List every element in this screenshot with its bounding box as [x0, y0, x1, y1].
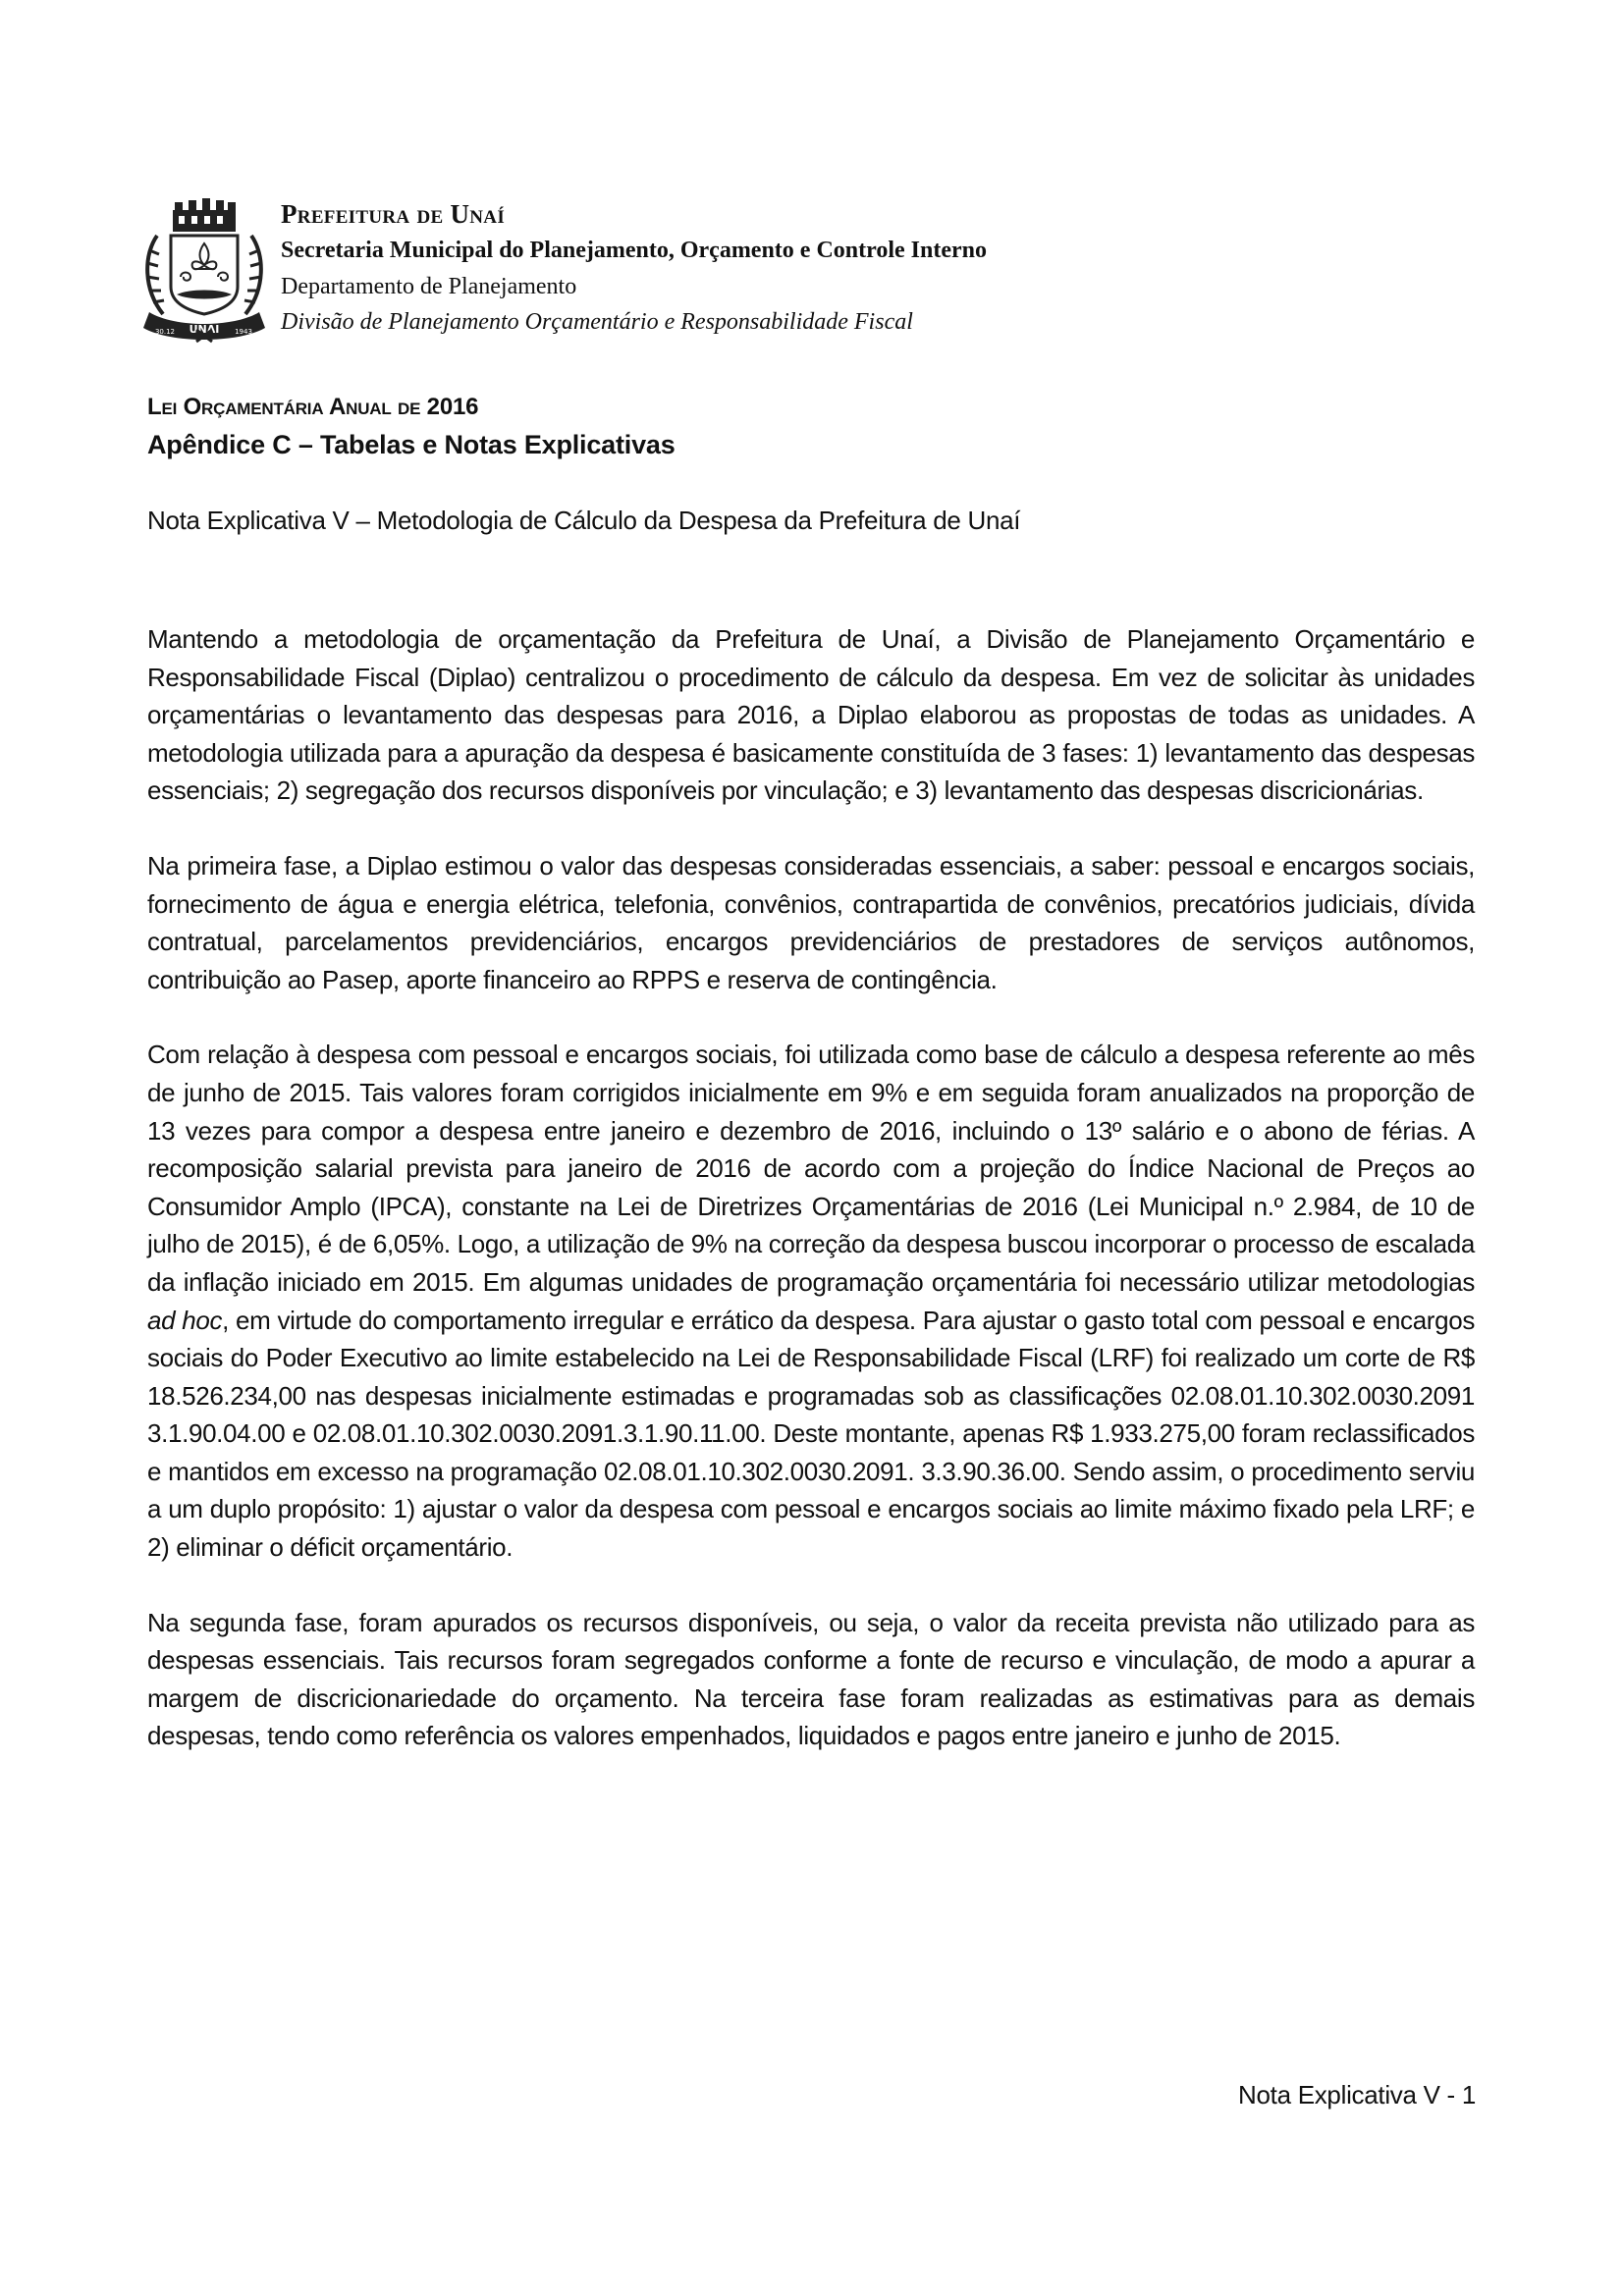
law-title: Lei Orçamentária Anual de 2016 — [147, 394, 479, 420]
crest-left-date: 30.12 — [154, 328, 176, 336]
paragraph-second-third-phase: Na segunda fase, foram apurados os recursos disponíveis, ou seja, o valor da receita prevista não utilizado para as despesas essenciais. Tais recursos foram segregados conforme a fonte de recurso e vinculação, de modo a apurar a margem de discricionariedade do orçamento. Na terceira fase foram realizadas as estimativas para as demais despesas, tendo como referência os valores empenhados, liquidados e pagos entre janeiro e junho de 2015. — [147, 1607, 1475, 1751]
division-name: Divisão de Planejamento Orçamentário e Responsabilidade Fiscal — [281, 309, 913, 335]
paragraph-methodology-overview: Mantendo a metodologia de orçamentação da Prefeitura de Unaí, a Divisão de Planejamento Orçamentário e Responsabilidade Fiscal (Diplao) centralizou o procedimento de cálculo da despesa. Em vez de solicitar às unidades orçamentárias o levantamento das despesas para 2016, a Diplao elaborou as propostas de todas as unidades. A metodologia utilizada para a apuração da despesa é basicamente constituída de 3 fases: 1) levantamento das despesas essenciais; 2) segregação dos recursos disponíveis por vinculação; e 3) levantamento das despesas discricionárias. — [147, 624, 1475, 806]
page-footer-label: Nota Explicativa V - 1 — [1238, 2080, 1476, 2109]
secretariat-name: Secretaria Municipal do Planejamento, Orçamento e Controle Interno — [281, 238, 987, 263]
paragraph-text-part: Com relação à despesa com pessoal e encargos sociais, foi utilizada como base de cálculo a despesa referente ao mês de junho de 2015. Tais valores foram corrigidos inicialmente em 9% e em seguida foram anualizados na proporção de 13 vezes para compor a despesa entre janeiro e dezembro de 2016, incluindo o 13º salário e o abono de férias. A recomposição salarial prevista para janeiro de 2016 de acordo com a projeção do Índice Nacional de Preços ao Consumidor Amplo (IPCA), constante na Lei de Diretrizes Orçamentárias de 2016 (Lei Municipal n.º 2.984, de 10 de julho de 2015), é de 6,05%. Logo, a utilização de 9% na correção da despesa buscou incorporar o processo de escalada da inflação iniciado em 2015. Em algumas unidades de programação orçamentária foi necessário utilizar metodologias — [147, 1040, 1475, 1297]
crest-banner-text: UNAI — [189, 323, 220, 336]
crest-right-date: 1943 — [235, 328, 252, 336]
note-title: Nota Explicativa V – Metodologia de Cálculo da Despesa da Prefeitura de Unaí — [147, 506, 1021, 535]
paragraph-text-part: , em virtude do comportamento irregular e errático da despesa. Para ajustar o gasto total com pessoal e encargos sociais do Poder Executivo ao limite estabelecido na Lei de Responsabilidade Fiscal (LRF) foi realizado um corte de R$ 18.526.234,00 nas despesas inicialmente estimadas e programadas sob as classificações 02.08.01.10.302.0030.2091 3.1.90.04.00 e 02.08.01.10.302.0030.2091.3.1.90.11.00. Deste montante, apenas R$ 1.933.275,00 foram reclassificados e mantidos em excesso na programação 02.08.01.10.302.0030.2091. 3.3.90.36.00. Sendo assim, o procedimento serviu a um duplo propósito: 1) ajustar o valor da despesa com pessoal e encargos sociais ao limite máximo fixado pela LRF; e 2) eliminar o déficit orçamentário. — [147, 1305, 1475, 1563]
paragraph-first-phase: Na primeira fase, a Diplao estimou o valor das despesas consideradas essenciais, a saber: pessoal e encargos sociais, fornecimento de água e energia elétrica, telefonia, convênios, contrapartida de convênios, precatórios judiciais, dívida contratual, parcelamentos previdenciários, encargos previdenciários de prestadores de serviços autônomos, contribuição ao Pasep, aporte financeiro ao RPPS e reserva de contingência. — [147, 850, 1475, 994]
italic-term: ad hoc — [147, 1305, 223, 1335]
letterhead — [135, 196, 987, 353]
body-text — [147, 620, 1475, 1792]
paragraph-personnel-expenses — [147, 1036, 1475, 1566]
appendix-title: Apêndice C – Tabelas e Notas Explicativas — [147, 430, 676, 459]
organization-name: Prefeitura de Unaí — [281, 199, 506, 229]
letterhead-text — [281, 196, 987, 340]
department-name: Departamento de Planejamento — [281, 274, 577, 299]
coat-of-arms-icon — [135, 196, 273, 344]
document-heading — [147, 390, 676, 464]
